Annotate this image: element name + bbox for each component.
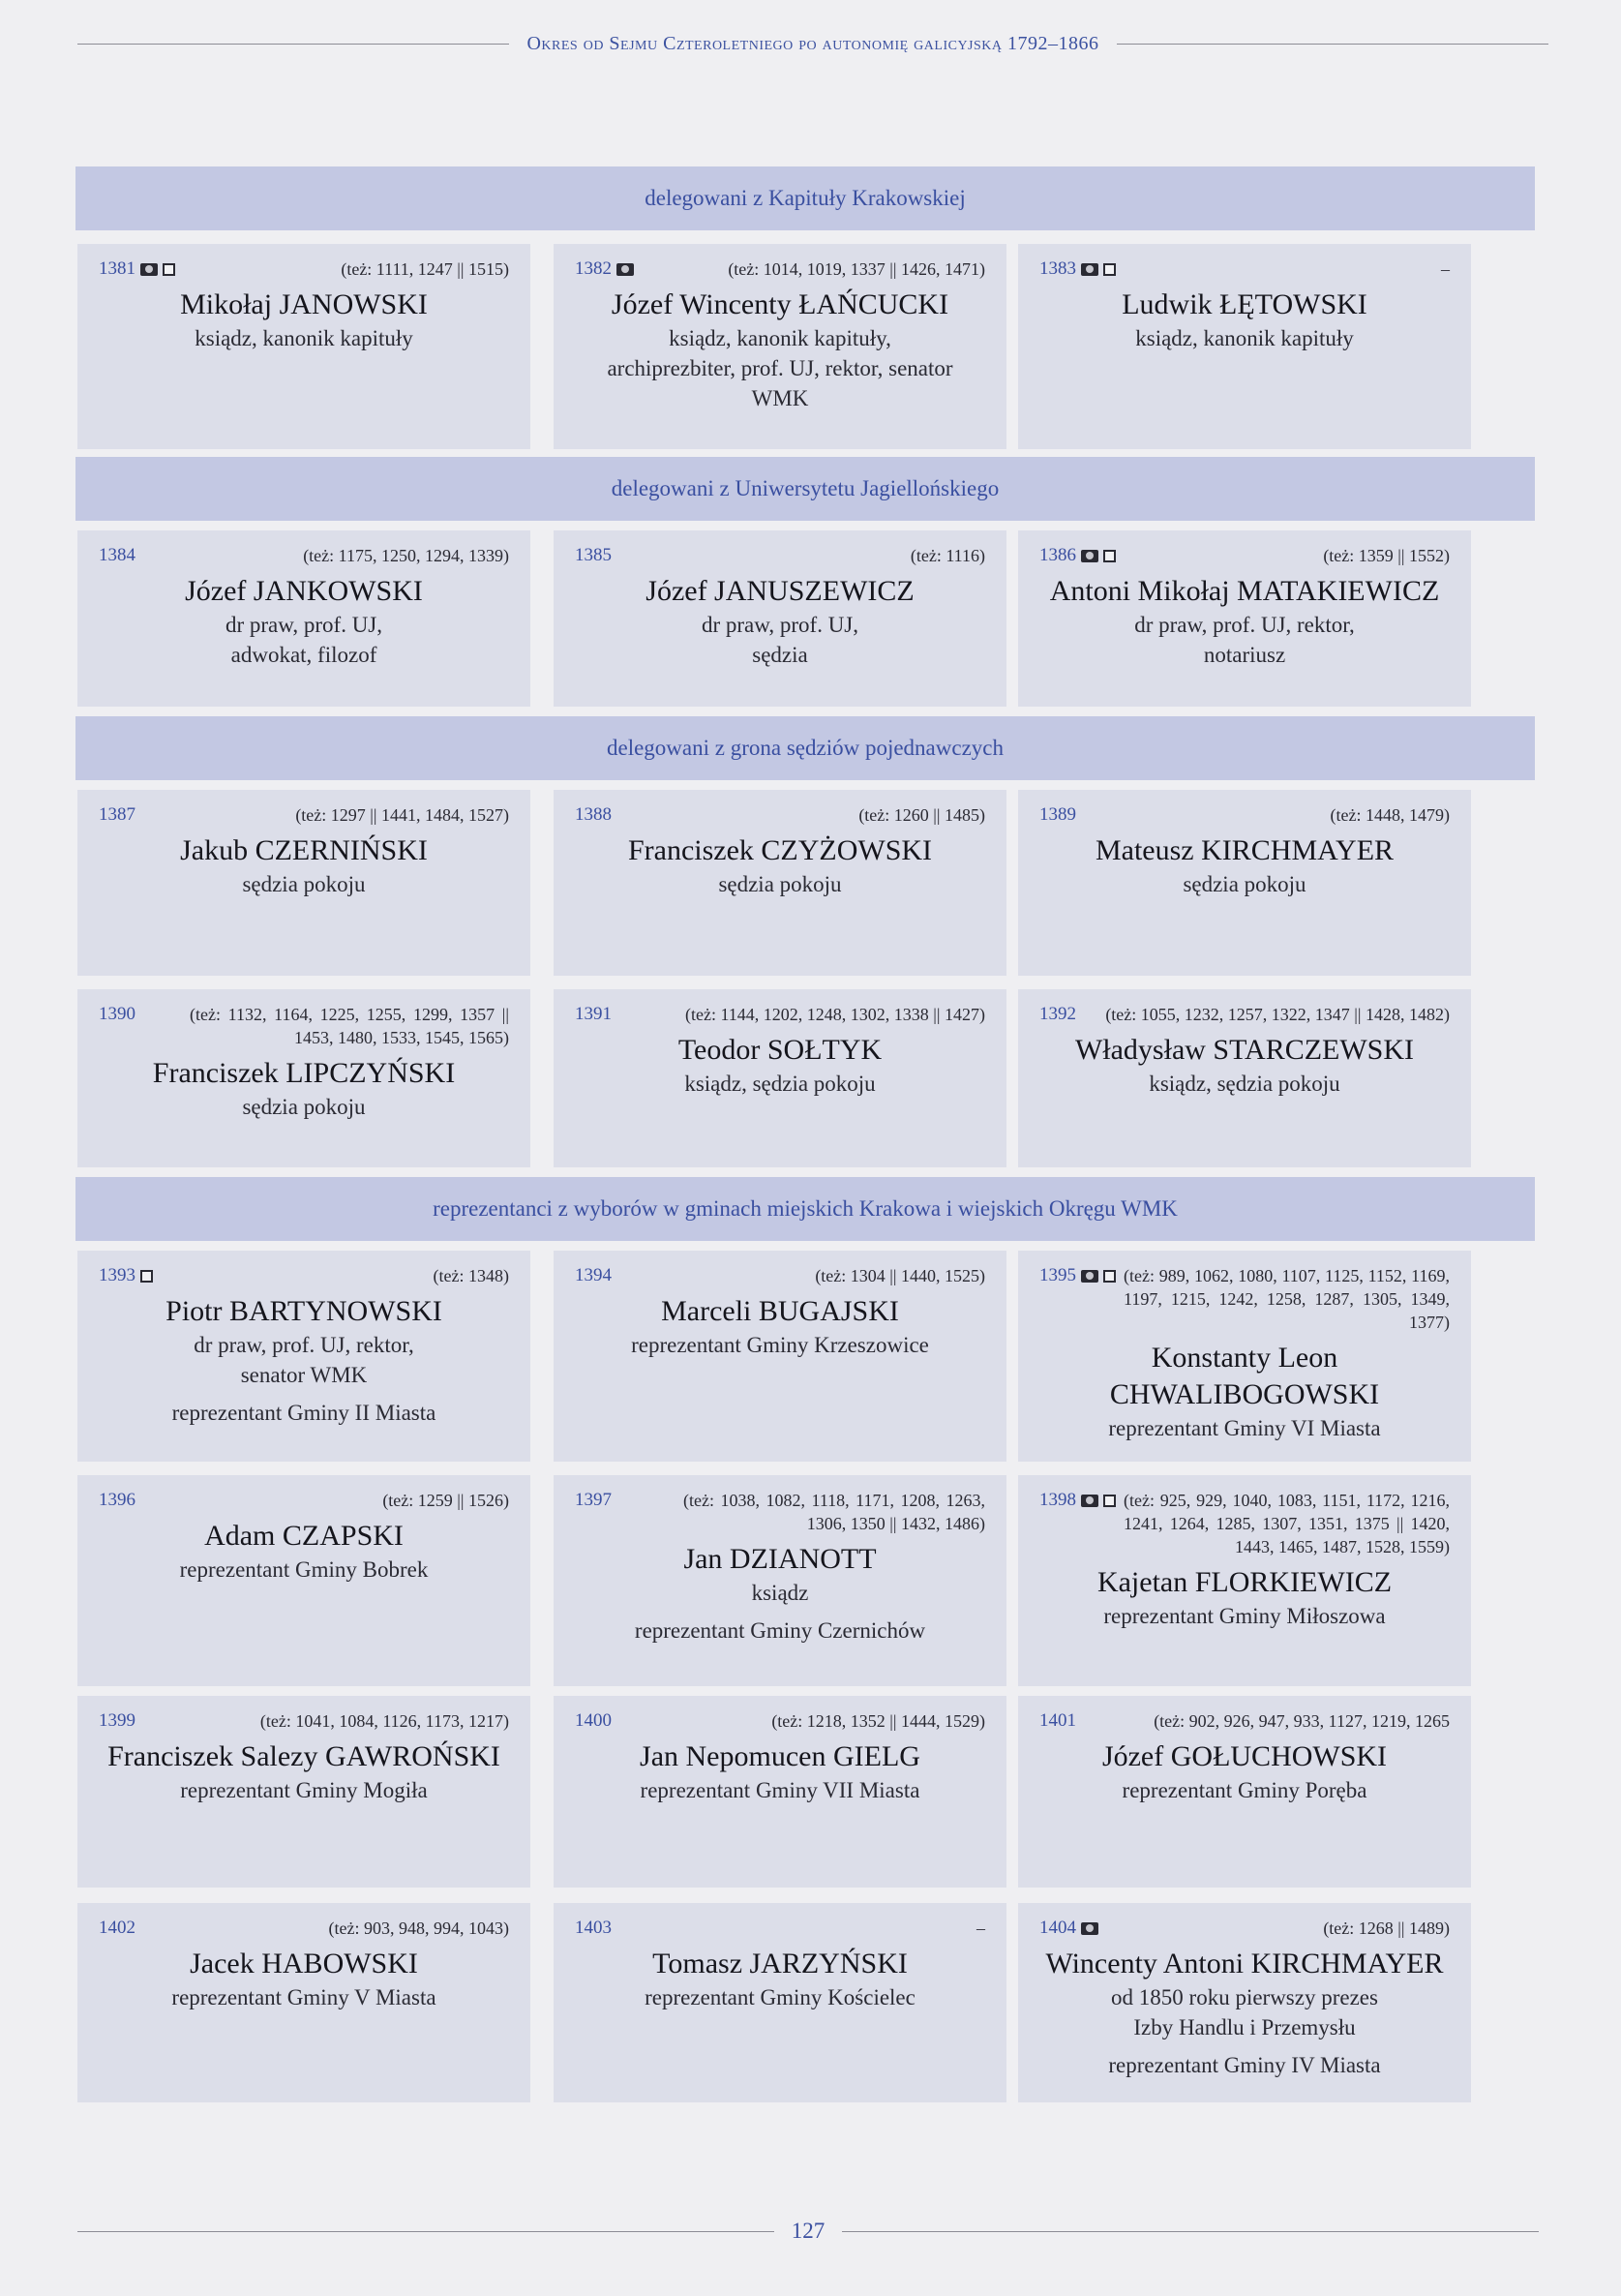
entry-name: Józef GOŁUCHOWSKI xyxy=(1101,1740,1388,1772)
entry-number: 1391 xyxy=(575,1004,612,1024)
entry-number: 1402 xyxy=(99,1918,135,1938)
entry-card xyxy=(77,1696,530,1888)
square-icon xyxy=(1103,1495,1116,1507)
entry-name: Piotr BARTYNOWSKI xyxy=(165,1295,442,1327)
photo-icon xyxy=(1081,263,1098,276)
section-heading: reprezentanci z wyborów w gminach miejskich Krakowa i wiejskich Okręgu WMK xyxy=(75,1177,1535,1241)
entry-desc: ksiądz xyxy=(751,1581,809,1605)
entry-desc: sędzia pokoju xyxy=(718,872,842,896)
entry-refs: (też: 1297 || 1441, 1484, 1527) xyxy=(295,805,509,825)
entry-desc: ksiądz, kanonik kapituły xyxy=(195,326,413,350)
entry-number: 1383 xyxy=(1039,258,1076,279)
entry-number: 1388 xyxy=(575,804,612,825)
entry-refs: (też: 1260 || 1485) xyxy=(858,805,985,825)
entry-card xyxy=(77,989,530,1167)
entry-card xyxy=(1018,1251,1471,1462)
entry-desc: sędzia pokoju xyxy=(242,1095,366,1119)
square-icon xyxy=(163,263,175,276)
entry-desc: sędzia pokoju xyxy=(1183,872,1306,896)
entry-name: Antoni Mikołaj MATAKIEWICZ xyxy=(1049,575,1440,607)
entry-card xyxy=(554,530,1006,707)
entry-desc: dr praw, prof. UJ, xyxy=(701,613,859,637)
entry-refs: (też: 1268 || 1489) xyxy=(1323,1918,1450,1938)
entry-name: Franciszek CZYŻOWSKI xyxy=(627,834,933,866)
entry-number: 1398 xyxy=(1039,1490,1076,1510)
entry-refs: (też: 1448, 1479) xyxy=(1330,805,1450,825)
square-icon xyxy=(1103,263,1116,276)
entry-name: Władysław STARCZEWSKI xyxy=(1074,1034,1415,1066)
entry-card xyxy=(1018,989,1471,1167)
entry-refs: – xyxy=(1441,259,1450,279)
entry-refs: (też: 1348) xyxy=(433,1266,509,1285)
running-head-rule-left xyxy=(77,44,509,45)
entry-representation: reprezentant Gminy Bobrek xyxy=(179,1557,429,1582)
entry-representation: reprezentant Gminy V Miasta xyxy=(171,1985,436,2009)
entry-card xyxy=(1018,790,1471,976)
entry-number: 1395 xyxy=(1039,1265,1076,1285)
entry-card xyxy=(554,1475,1006,1686)
entry-representation: reprezentant Gminy II Miasta xyxy=(171,1401,436,1425)
entry-name: Marceli BUGAJSKI xyxy=(661,1295,899,1327)
entry-refs: (też: 1304 || 1440, 1525) xyxy=(815,1266,985,1285)
entry-refs: (też: 1132, 1164, 1225, 1255, 1299, 1357 || 1453, 1480, 1533, 1545, 1565) xyxy=(190,1005,509,1047)
entry-refs: (też: 1038, 1082, 1118, 1171, 1208, 1263, 1306, 1350 || 1432, 1486) xyxy=(683,1491,985,1533)
entry-card xyxy=(554,1903,1006,2102)
entry-desc: senator WMK xyxy=(240,1363,368,1387)
entry-refs: (też: 1259 || 1526) xyxy=(382,1491,509,1510)
entry-refs: (też: 1116) xyxy=(910,546,985,565)
entry-desc: ksiądz, sędzia pokoju xyxy=(684,1072,876,1096)
square-icon xyxy=(1103,550,1116,562)
entry-refs: – xyxy=(976,1918,985,1938)
entry-name: Kajetan FLORKIEWICZ xyxy=(1096,1566,1393,1598)
entry-number: 1389 xyxy=(1039,804,1076,825)
entry-number: 1400 xyxy=(575,1710,612,1731)
running-head-text: Okres od Sejmu Czteroletniego po autonomię galicyjską 1792–1866 xyxy=(526,32,1099,54)
entry-refs: (też: 902, 926, 947, 933, 1127, 1219, 1265 xyxy=(1154,1711,1450,1731)
entry-card xyxy=(1018,530,1471,707)
entry-refs: (też: 1144, 1202, 1248, 1302, 1338 || 1427) xyxy=(684,1005,985,1024)
entry-name: Jan DZIANOTT xyxy=(683,1543,877,1575)
entry-name: Mikołaj JANOWSKI xyxy=(180,288,428,320)
entry-desc: dr praw, prof. UJ, xyxy=(225,613,383,637)
entry-name: Franciszek Salezy GAWROŃSKI xyxy=(107,1740,500,1772)
entry-card xyxy=(554,1251,1006,1462)
entry-desc: WMK xyxy=(751,386,809,410)
photo-icon xyxy=(1081,1270,1098,1283)
entry-desc: sędzia pokoju xyxy=(242,872,366,896)
entry-card xyxy=(554,244,1006,449)
entry-refs: (też: 903, 948, 994, 1043) xyxy=(328,1918,509,1938)
entry-name: Jakub CZERNIŃSKI xyxy=(180,834,428,866)
entry-number: 1396 xyxy=(99,1490,135,1510)
entry-number: 1387 xyxy=(99,804,135,825)
square-icon xyxy=(1103,1270,1116,1283)
entry-number: 1382 xyxy=(575,258,612,279)
entry-refs: (też: 1041, 1084, 1126, 1173, 1217) xyxy=(259,1711,509,1731)
entry-representation: reprezentant Gminy Krzeszowice xyxy=(631,1333,929,1357)
photo-icon xyxy=(1081,1495,1098,1507)
entry-representation: reprezentant Gminy Miłoszowa xyxy=(1103,1604,1386,1628)
entry-desc: ksiądz, kanonik kapituły xyxy=(1135,326,1354,350)
entry-name: Wincenty Antoni KIRCHMAYER xyxy=(1045,1948,1444,1979)
entry-number: 1399 xyxy=(99,1710,135,1731)
entry-number: 1403 xyxy=(575,1918,612,1938)
entry-name: Józef Wincenty ŁAŃCUCKI xyxy=(611,288,949,320)
page-footer xyxy=(77,2217,1539,2246)
entry-number: 1397 xyxy=(575,1490,612,1510)
entry-name: Mateusz KIRCHMAYER xyxy=(1095,834,1395,866)
entry-card xyxy=(77,1903,530,2102)
entry-representation: reprezentant Gminy VI Miasta xyxy=(1108,1416,1381,1440)
photo-icon xyxy=(616,263,634,276)
entry-number: 1393 xyxy=(99,1265,135,1285)
entry-number: 1381 xyxy=(99,258,135,279)
entry-card xyxy=(77,1475,530,1686)
entry-name: Ludwik ŁĘTOWSKI xyxy=(1122,288,1367,320)
entry-representation: reprezentant Gminy Kościelec xyxy=(645,1985,916,2009)
entry-name: Tomasz JARZYŃSKI xyxy=(652,1948,908,1979)
entry-name: Józef JANUSZEWICZ xyxy=(645,575,915,607)
entry-refs: (też: 1218, 1352 || 1444, 1529) xyxy=(771,1711,985,1731)
entry-name: Jacek HABOWSKI xyxy=(190,1948,418,1979)
entry-number: 1392 xyxy=(1039,1004,1076,1024)
entry-card xyxy=(554,1696,1006,1888)
entry-name: Jan Nepomucen GIELG xyxy=(640,1740,920,1772)
entry-card xyxy=(1018,1475,1471,1686)
entry-card xyxy=(77,790,530,976)
entry-card xyxy=(77,1251,530,1462)
entry-refs: (też: 1359 || 1552) xyxy=(1323,546,1450,565)
page-number: 127 xyxy=(791,2219,826,2243)
entry-representation: reprezentant Gminy IV Miasta xyxy=(1108,2053,1381,2077)
entry-number: 1386 xyxy=(1039,545,1076,565)
footer-rule-right xyxy=(842,2231,1539,2232)
running-head-rule-right xyxy=(1117,44,1548,45)
entry-desc: notariusz xyxy=(1203,643,1286,667)
entry-desc: dr praw, prof. UJ, rektor, xyxy=(194,1333,414,1357)
entry-number: 1394 xyxy=(575,1265,612,1285)
entry-number: 1390 xyxy=(99,1004,135,1024)
photo-icon xyxy=(1081,1922,1098,1935)
section-heading: delegowani z Kapituły Krakowskiej xyxy=(75,166,1535,230)
section-heading: delegowani z grona sędziów pojednawczych xyxy=(75,716,1535,780)
entry-refs: (też: 1111, 1247 || 1515) xyxy=(341,259,509,279)
entry-name: Józef JANKOWSKI xyxy=(185,575,423,607)
entry-desc: archiprezbiter, prof. UJ, rektor, senator xyxy=(607,356,953,380)
entry-card xyxy=(1018,1903,1471,2102)
entry-desc: sędzia xyxy=(752,643,808,667)
entry-name: Konstanty Leon CHWALIBOGOWSKI xyxy=(1109,1342,1380,1410)
footer-rule-left xyxy=(77,2231,774,2232)
running-head xyxy=(77,29,1548,58)
entry-representation: reprezentant Gminy Czernichów xyxy=(634,1618,926,1643)
entry-name: Teodor SOŁTYK xyxy=(677,1034,883,1066)
entry-desc: adwokat, filozof xyxy=(230,643,377,667)
square-icon xyxy=(140,1270,153,1283)
entry-card xyxy=(554,989,1006,1167)
entry-representation: reprezentant Gminy Poręba xyxy=(1122,1778,1367,1802)
entry-card xyxy=(554,790,1006,976)
photo-icon xyxy=(140,263,158,276)
entry-number: 1385 xyxy=(575,545,612,565)
entry-refs: (też: 1055, 1232, 1257, 1322, 1347 || 1428, 1482) xyxy=(1105,1005,1450,1024)
entry-card xyxy=(77,530,530,707)
entry-card xyxy=(1018,1696,1471,1888)
entry-representation: reprezentant Gminy Mogiła xyxy=(180,1778,428,1802)
entry-desc: Izby Handlu i Przemysłu xyxy=(1133,2015,1356,2039)
entry-card xyxy=(77,244,530,449)
entry-number: 1404 xyxy=(1039,1918,1076,1938)
entry-number: 1384 xyxy=(99,545,135,565)
entry-desc: ksiądz, kanonik kapituły, xyxy=(669,326,891,350)
entry-number: 1401 xyxy=(1039,1710,1076,1731)
entry-refs: (też: 989, 1062, 1080, 1107, 1125, 1152, 1169, 1197, 1215, 1242, 1258, 1287, 1305, 1349, 1377) xyxy=(1124,1266,1450,1332)
entry-refs: (też: 925, 929, 1040, 1083, 1151, 1172, 1216, 1241, 1264, 1285, 1307, 1351, 1375 || 1420, 1443, 1465, 1487, 1528, 1559) xyxy=(1124,1491,1450,1556)
entry-desc: od 1850 roku pierwszy prezes xyxy=(1111,1985,1378,2009)
entry-desc: dr praw, prof. UJ, rektor, xyxy=(1134,613,1355,637)
photo-icon xyxy=(1081,550,1098,562)
entry-refs: (też: 1014, 1019, 1337 || 1426, 1471) xyxy=(728,259,985,279)
entry-desc: ksiądz, sędzia pokoju xyxy=(1149,1072,1340,1096)
entry-name: Adam CZAPSKI xyxy=(204,1520,404,1552)
section-heading: delegowani z Uniwersytetu Jagiellońskiego xyxy=(75,457,1535,521)
entry-representation: reprezentant Gminy VII Miasta xyxy=(640,1778,920,1802)
entry-refs: (też: 1175, 1250, 1294, 1339) xyxy=(303,546,509,565)
entry-card xyxy=(1018,244,1471,449)
entry-name: Franciszek LIPCZYŃSKI xyxy=(152,1057,456,1089)
